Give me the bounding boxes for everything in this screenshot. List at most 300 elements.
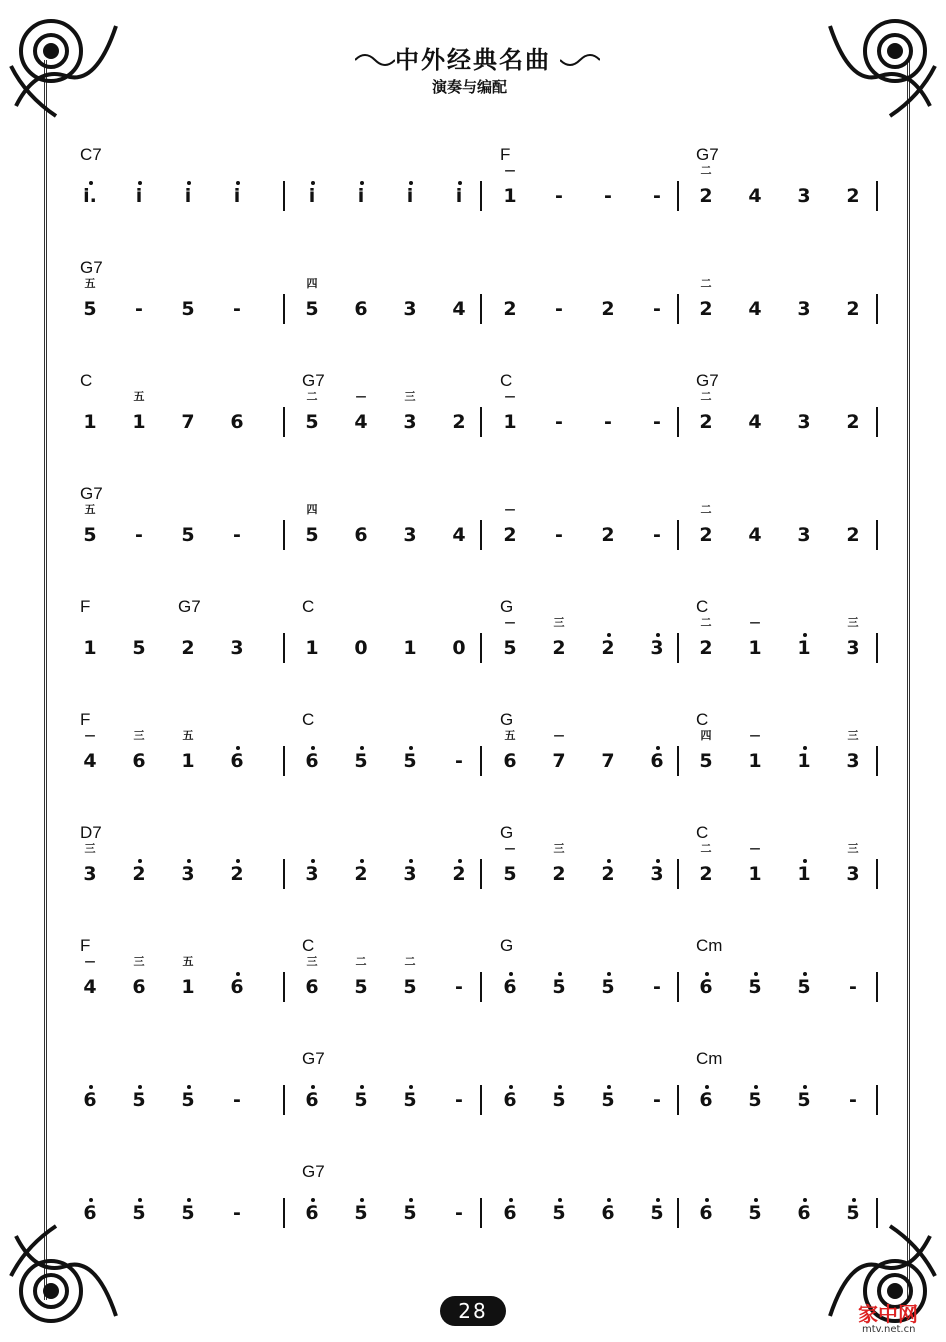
- note: [735, 185, 775, 207]
- chord-symbol: G7: [696, 371, 719, 390]
- note-text: 6: [230, 411, 244, 433]
- note-text: 0: [354, 637, 368, 659]
- octave-dot: [509, 1198, 513, 1202]
- note-text: 1: [83, 411, 97, 433]
- note: [341, 1089, 381, 1111]
- octave-dot: [803, 746, 807, 750]
- note-text: 5: [846, 1202, 860, 1224]
- octave-dot: [236, 746, 240, 750]
- chord-symbol: C: [696, 823, 709, 842]
- note: [168, 1089, 208, 1111]
- octave-dot: [360, 746, 364, 750]
- note-text: -: [653, 411, 661, 433]
- note-text: 5: [181, 298, 195, 320]
- note: [833, 1202, 873, 1224]
- note: [119, 863, 159, 885]
- note: [217, 750, 257, 772]
- note-text: 0: [452, 637, 466, 659]
- note: [637, 637, 677, 659]
- chord-symbol: C: [80, 371, 93, 390]
- note-text: 5: [552, 976, 566, 998]
- fingering-mark: 二: [700, 390, 712, 403]
- note: [390, 185, 430, 207]
- note: [637, 863, 677, 885]
- octave-dot: [607, 859, 611, 863]
- note-text: 1: [132, 411, 146, 433]
- note-text: 1: [181, 750, 195, 772]
- note-text: 5: [748, 976, 762, 998]
- note-text: 5: [305, 298, 319, 320]
- fingering-mark: 二: [700, 842, 712, 855]
- note-text: 2: [552, 637, 566, 659]
- note: [70, 1202, 110, 1224]
- note-text: 7: [181, 411, 195, 433]
- note-text: 6: [601, 1202, 615, 1224]
- note-text: 2: [601, 524, 615, 546]
- chord-symbol: G7: [696, 145, 719, 164]
- note: [70, 503, 110, 546]
- fingering-mark: 三: [306, 955, 318, 968]
- barline: [283, 1085, 285, 1115]
- note-text: 3: [305, 863, 319, 885]
- chord-symbol: Cm: [696, 936, 723, 955]
- octave-dot: [311, 746, 315, 750]
- note-text: i.: [83, 185, 97, 207]
- note: [341, 1202, 381, 1224]
- note: [686, 277, 726, 320]
- barline: [480, 633, 482, 663]
- note-text: 5: [305, 411, 319, 433]
- note-text: -: [455, 1089, 463, 1111]
- note: [784, 185, 824, 207]
- note: [341, 955, 381, 998]
- note: [439, 863, 479, 885]
- octave-dot: [311, 181, 315, 185]
- page-border: [44, 60, 910, 1300]
- barline: [480, 859, 482, 889]
- note: [439, 524, 479, 546]
- octave-dot: [360, 1198, 364, 1202]
- note: [588, 1089, 628, 1111]
- dash-extension: [217, 524, 257, 546]
- chord-symbol: C: [302, 597, 315, 616]
- note-text: 6: [699, 976, 713, 998]
- note: [686, 616, 726, 659]
- chord-symbol: C: [302, 710, 315, 729]
- note-text: 5: [354, 750, 368, 772]
- dash-extension: [439, 1202, 479, 1224]
- note: [390, 863, 430, 885]
- note: [292, 503, 332, 546]
- note: [70, 185, 110, 207]
- note-text: -: [653, 524, 661, 546]
- chord-symbol: F: [80, 710, 91, 729]
- note-text: 5: [797, 1089, 811, 1111]
- note-text: 1: [748, 863, 762, 885]
- note-text: 5: [601, 1089, 615, 1111]
- octave-dot: [236, 859, 240, 863]
- note-text: 2: [181, 637, 195, 659]
- barline: [677, 181, 679, 211]
- note: [833, 616, 873, 659]
- note: [70, 411, 110, 433]
- note: [588, 863, 628, 885]
- note: [735, 976, 775, 998]
- barline: [480, 181, 482, 211]
- note-text: 5: [699, 750, 713, 772]
- dash-extension: [588, 411, 628, 433]
- octave-dot: [360, 181, 364, 185]
- barline: [876, 972, 878, 1002]
- note: [588, 750, 628, 772]
- note-text: 2: [503, 298, 517, 320]
- note-text: i: [308, 185, 316, 207]
- fingering-mark: 四: [306, 503, 318, 516]
- note-text: 5: [132, 1202, 146, 1224]
- dash-extension: [217, 1202, 257, 1224]
- octave-dot: [558, 1198, 562, 1202]
- octave-dot: [754, 1198, 758, 1202]
- note-text: 6: [305, 1202, 319, 1224]
- note: [168, 298, 208, 320]
- note-text: -: [653, 1089, 661, 1111]
- note: [490, 1202, 530, 1224]
- note: [490, 298, 530, 320]
- note-text: 5: [601, 976, 615, 998]
- note: [341, 637, 381, 659]
- fingering-mark: —: [504, 164, 516, 177]
- dash-extension: [588, 185, 628, 207]
- note: [784, 298, 824, 320]
- note-text: 2: [699, 637, 713, 659]
- fingering-mark: 二: [700, 503, 712, 516]
- note: [735, 1089, 775, 1111]
- octave-dot: [360, 859, 364, 863]
- note: [539, 842, 579, 885]
- note-text: 4: [83, 750, 97, 772]
- note-text: 5: [132, 1089, 146, 1111]
- note: [292, 955, 332, 998]
- note-text: -: [653, 976, 661, 998]
- octave-dot: [458, 181, 462, 185]
- note-text: 5: [748, 1089, 762, 1111]
- note-text: 3: [797, 298, 811, 320]
- note-text: 2: [552, 863, 566, 885]
- book-title: 中外经典名曲: [395, 45, 551, 74]
- barline: [480, 520, 482, 550]
- barline: [677, 520, 679, 550]
- octave-dot: [803, 1085, 807, 1089]
- note: [833, 185, 873, 207]
- left-swirl-icon: [355, 50, 395, 70]
- note: [735, 298, 775, 320]
- note-text: 4: [748, 524, 762, 546]
- note: [70, 955, 110, 998]
- octave-dot: [656, 633, 660, 637]
- fingering-mark: —: [84, 955, 96, 968]
- dash-extension: [217, 1089, 257, 1111]
- note: [119, 955, 159, 998]
- note-text: 1: [748, 637, 762, 659]
- note: [292, 637, 332, 659]
- note-text: 3: [403, 411, 417, 433]
- dash-extension: [539, 185, 579, 207]
- octave-dot: [409, 1085, 413, 1089]
- note: [784, 750, 824, 772]
- note: [735, 524, 775, 546]
- note: [168, 637, 208, 659]
- note: [735, 842, 775, 885]
- note-text: 5: [503, 863, 517, 885]
- note-text: i: [406, 185, 414, 207]
- note-text: 4: [452, 298, 466, 320]
- note: [168, 411, 208, 433]
- barline: [283, 181, 285, 211]
- fingering-mark: 三: [133, 729, 145, 742]
- barline: [283, 407, 285, 437]
- note-text: 1: [403, 637, 417, 659]
- note: [168, 524, 208, 546]
- fingering-mark: —: [84, 729, 96, 742]
- note: [439, 637, 479, 659]
- note: [833, 411, 873, 433]
- note: [70, 1089, 110, 1111]
- note-text: -: [233, 1202, 241, 1224]
- note-text: 5: [83, 298, 97, 320]
- note-text: 1: [305, 637, 319, 659]
- octave-dot: [187, 181, 191, 185]
- note-text: 5: [552, 1202, 566, 1224]
- watermark-brand: 家中网: [858, 1302, 918, 1326]
- fingering-mark: —: [749, 616, 761, 629]
- note: [119, 1202, 159, 1224]
- note-text: 1: [797, 750, 811, 772]
- fingering-mark: 三: [84, 842, 96, 855]
- note: [292, 1089, 332, 1111]
- note-text: 5: [403, 1089, 417, 1111]
- octave-dot: [89, 181, 93, 185]
- note-text: i: [233, 185, 241, 207]
- note-text: 5: [552, 1089, 566, 1111]
- barline: [283, 746, 285, 776]
- note-text: 5: [503, 637, 517, 659]
- fingering-mark: 二: [700, 616, 712, 629]
- barline: [283, 972, 285, 1002]
- fingering-mark: 三: [553, 616, 565, 629]
- note-text: 1: [748, 750, 762, 772]
- note-text: 2: [699, 863, 713, 885]
- chord-symbol: F: [500, 145, 511, 164]
- note: [686, 842, 726, 885]
- note-text: 3: [403, 524, 417, 546]
- note: [735, 729, 775, 772]
- octave-dot: [852, 1198, 856, 1202]
- page-number: 28: [440, 1296, 506, 1326]
- note-text: 3: [797, 524, 811, 546]
- corner-ornament-icon: [6, 6, 126, 126]
- note: [217, 411, 257, 433]
- octave-dot: [607, 1198, 611, 1202]
- note-text: i: [357, 185, 365, 207]
- note-text: 4: [748, 185, 762, 207]
- barline: [876, 859, 878, 889]
- note-text: 6: [699, 1202, 713, 1224]
- chord-symbol: C7: [80, 145, 102, 164]
- note: [686, 976, 726, 998]
- note: [833, 842, 873, 885]
- note-text: -: [555, 524, 563, 546]
- barline: [677, 294, 679, 324]
- note-text: 6: [305, 1089, 319, 1111]
- barline: [480, 746, 482, 776]
- barline: [480, 294, 482, 324]
- note-text: -: [233, 298, 241, 320]
- note-text: 6: [354, 524, 368, 546]
- octave-dot: [89, 1085, 93, 1089]
- note-text: -: [455, 1202, 463, 1224]
- octave-dot: [509, 972, 513, 976]
- note-text: -: [653, 298, 661, 320]
- barline: [283, 1198, 285, 1228]
- note-text: -: [233, 1089, 241, 1111]
- note: [390, 1202, 430, 1224]
- note: [588, 524, 628, 546]
- note: [833, 729, 873, 772]
- note: [341, 524, 381, 546]
- chord-symbol: G7: [80, 258, 103, 277]
- note-text: 2: [601, 637, 615, 659]
- barline: [677, 746, 679, 776]
- fingering-mark: —: [504, 390, 516, 403]
- barline: [480, 1085, 482, 1115]
- note: [119, 185, 159, 207]
- note-text: 5: [305, 524, 319, 546]
- barline: [283, 859, 285, 889]
- note: [490, 616, 530, 659]
- note: [686, 390, 726, 433]
- dash-extension: [439, 750, 479, 772]
- note-text: 5: [354, 1089, 368, 1111]
- fingering-mark: 四: [700, 729, 712, 742]
- fingering-mark: 二: [355, 955, 367, 968]
- note-text: 3: [846, 750, 860, 772]
- fingering-mark: 三: [133, 955, 145, 968]
- octave-dot: [607, 972, 611, 976]
- note: [539, 729, 579, 772]
- octave-dot: [607, 1085, 611, 1089]
- note-text: 6: [503, 750, 517, 772]
- note-text: 3: [230, 637, 244, 659]
- note: [490, 503, 530, 546]
- note-text: 6: [503, 976, 517, 998]
- dash-extension: [539, 411, 579, 433]
- note-text: -: [233, 524, 241, 546]
- note-text: 5: [181, 524, 195, 546]
- dash-extension: [833, 976, 873, 998]
- note-text: 6: [650, 750, 664, 772]
- dash-extension: [439, 976, 479, 998]
- note-text: 7: [552, 750, 566, 772]
- note-text: 6: [305, 976, 319, 998]
- chord-symbol: F: [80, 597, 91, 616]
- note: [539, 616, 579, 659]
- note: [217, 863, 257, 885]
- note-text: i: [455, 185, 463, 207]
- fingering-mark: 二: [306, 390, 318, 403]
- note-text: 5: [650, 1202, 664, 1224]
- chord-symbol: D7: [80, 823, 102, 842]
- chord-symbol: G7: [302, 1049, 325, 1068]
- dash-extension: [833, 1089, 873, 1111]
- note-text: -: [604, 411, 612, 433]
- chord-symbol: G: [500, 823, 514, 842]
- note-text: 1: [83, 637, 97, 659]
- note: [490, 976, 530, 998]
- octave-dot: [705, 972, 709, 976]
- barline: [480, 407, 482, 437]
- note: [439, 185, 479, 207]
- note: [539, 976, 579, 998]
- chord-symbol: G: [500, 936, 514, 955]
- note: [390, 390, 430, 433]
- note-text: -: [604, 185, 612, 207]
- octave-dot: [803, 633, 807, 637]
- note: [735, 1202, 775, 1224]
- chord-symbol: C: [696, 710, 709, 729]
- chord-symbol: C: [500, 371, 513, 390]
- dash-extension: [637, 298, 677, 320]
- note-text: 5: [797, 976, 811, 998]
- note-text: 1: [503, 185, 517, 207]
- book-subtitle: 演奏与编配: [432, 78, 508, 96]
- chord-symbol: G7: [302, 371, 325, 390]
- octave-dot: [409, 1198, 413, 1202]
- fingering-mark: 三: [553, 842, 565, 855]
- dash-extension: [119, 298, 159, 320]
- note: [168, 955, 208, 998]
- note-text: 2: [132, 863, 146, 885]
- octave-dot: [409, 859, 413, 863]
- note-text: 6: [503, 1089, 517, 1111]
- chord-symbol: G7: [80, 484, 103, 503]
- note: [490, 390, 530, 433]
- note-text: i: [135, 185, 143, 207]
- fingering-mark: —: [553, 729, 565, 742]
- note: [784, 411, 824, 433]
- octave-dot: [360, 1085, 364, 1089]
- note: [390, 1089, 430, 1111]
- barline: [876, 181, 878, 211]
- dash-extension: [637, 976, 677, 998]
- note-text: 6: [132, 750, 146, 772]
- note: [686, 1202, 726, 1224]
- note-text: 1: [503, 411, 517, 433]
- octave-dot: [187, 859, 191, 863]
- octave-dot: [509, 1085, 513, 1089]
- fingering-mark: 三: [847, 729, 859, 742]
- barline: [677, 407, 679, 437]
- note-text: 6: [797, 1202, 811, 1224]
- note-text: 2: [699, 298, 713, 320]
- octave-dot: [311, 1198, 315, 1202]
- note-text: 2: [846, 524, 860, 546]
- note: [217, 976, 257, 998]
- dash-extension: [539, 524, 579, 546]
- note-text: 6: [305, 750, 319, 772]
- fingering-mark: —: [504, 842, 516, 855]
- note-text: 2: [699, 411, 713, 433]
- note: [292, 185, 332, 207]
